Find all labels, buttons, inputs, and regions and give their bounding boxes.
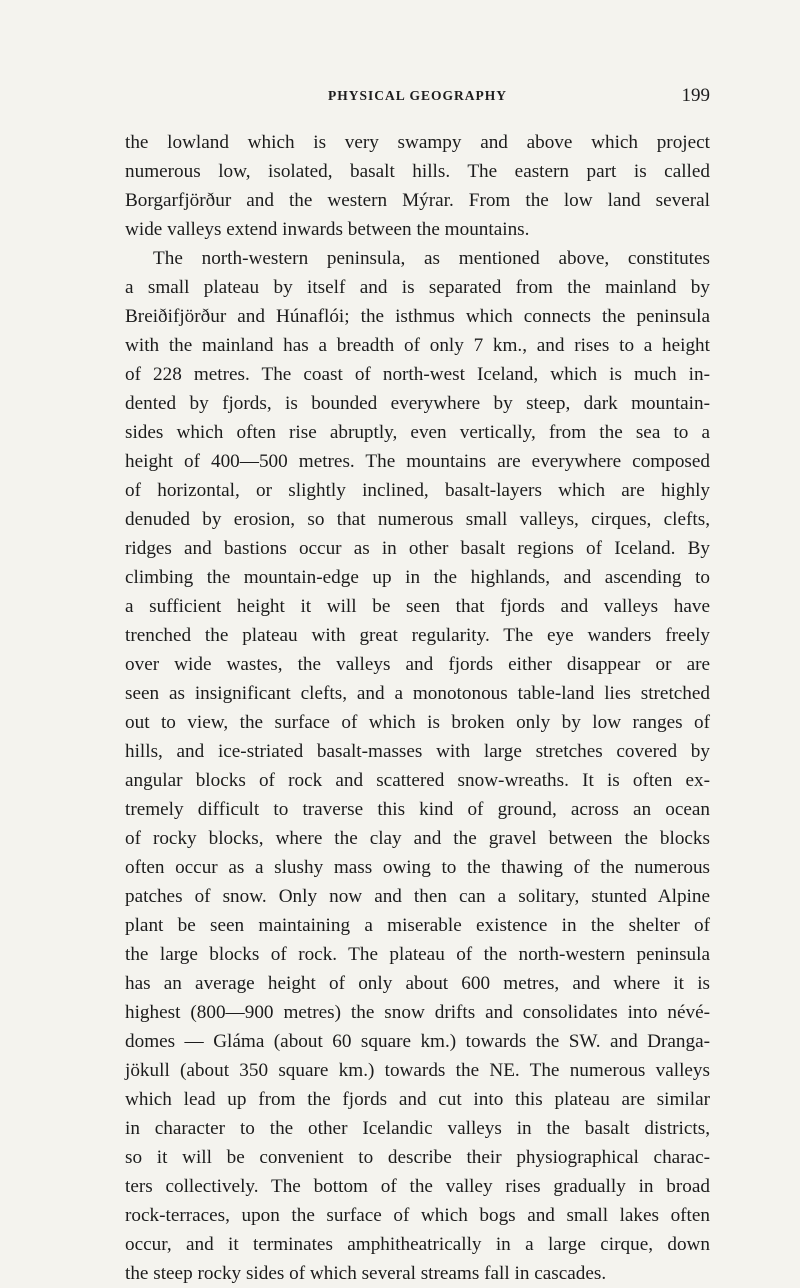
text-line: ters collectively. The bottom of the valley rises gradually in broad bbox=[125, 1176, 710, 1197]
text-line: which lead up from the fjords and cut into this plateau are similar bbox=[125, 1089, 710, 1110]
text-line: trenched the plateau with great regularity. The eye wanders freely bbox=[125, 625, 710, 646]
text-line: the lowland which is very swampy and above which project bbox=[125, 132, 710, 153]
text-line: jökull (about 350 square km.) towards the NE. The numerous valleys bbox=[125, 1060, 710, 1081]
text-line: has an average height of only about 600 metres, and where it is bbox=[125, 973, 710, 994]
text-line: the steep rocky sides of which several streams fall in cascades. bbox=[125, 1263, 607, 1284]
text-line: tremely difficult to traverse this kind of ground, across an ocean bbox=[125, 799, 710, 820]
text-line: Breiðifjörður and Húnaflói; the isthmus which connects the peninsula bbox=[125, 306, 710, 327]
running-head bbox=[125, 85, 710, 112]
text-line: seen as insignificant clefts, and a monotonous table-land lies stretched bbox=[125, 683, 710, 704]
text-line: numerous low, isolated, basalt hills. The eastern part is called bbox=[125, 161, 710, 182]
text-line: The north-western peninsula, as mentioned above, constitutes bbox=[153, 248, 710, 269]
text-line: angular blocks of rock and scattered snow-wreaths. It is often ex- bbox=[125, 770, 710, 791]
text-line: often occur as a slushy mass owing to the thawing of the numerous bbox=[125, 857, 710, 878]
body-text bbox=[125, 128, 710, 1288]
text-line: climbing the mountain-edge up in the highlands, and ascending to bbox=[125, 567, 710, 588]
text-line: of rocky blocks, where the clay and the gravel between the blocks bbox=[125, 828, 710, 849]
text-line: of horizontal, or slightly inclined, basalt-layers which are highly bbox=[125, 480, 710, 501]
text-line: out to view, the surface of which is broken only by low ranges of bbox=[125, 712, 710, 733]
text-line: denuded by erosion, so that numerous small valleys, cirques, clefts, bbox=[125, 509, 710, 530]
text-line: wide valleys extend inwards between the mountains. bbox=[125, 219, 530, 240]
text-line: a small plateau by itself and is separated from the mainland by bbox=[125, 277, 710, 298]
text-line: hills, and ice-striated basalt-masses with large stretches covered by bbox=[125, 741, 710, 762]
text-line: highest (800—900 metres) the snow drifts and consolidates into névé- bbox=[125, 1002, 710, 1023]
text-line: in character to the other Icelandic valleys in the basalt districts, bbox=[125, 1118, 710, 1139]
text-line: over wide wastes, the valleys and fjords either disappear or are bbox=[125, 654, 710, 675]
text-line: with the mainland has a breadth of only 7 km., and rises to a height bbox=[125, 335, 710, 356]
text-line: Borgarfjörður and the western Mýrar. From the low land several bbox=[125, 190, 710, 211]
text-line: patches of snow. Only now and then can a solitary, stunted Alpine bbox=[125, 886, 710, 907]
text-line: of 228 metres. The coast of north-west Iceland, which is much in- bbox=[125, 364, 710, 385]
text-line: rock-terraces, upon the surface of which bogs and small lakes often bbox=[125, 1205, 710, 1226]
page-number: 199 bbox=[681, 85, 710, 106]
text-line: the large blocks of rock. The plateau of the north-western peninsula bbox=[125, 944, 710, 965]
text-line: ridges and bastions occur as in other basalt regions of Iceland. By bbox=[125, 538, 710, 559]
text-line: a sufficient height it will be seen that fjords and valleys have bbox=[125, 596, 710, 617]
text-line: height of 400—500 metres. The mountains are everywhere composed bbox=[125, 451, 710, 472]
text-line: sides which often rise abruptly, even vertically, from the sea to a bbox=[125, 422, 710, 443]
text-line: dented by fjords, is bounded everywhere by steep, dark mountain- bbox=[125, 393, 710, 414]
text-line: occur, and it terminates amphitheatrically in a large cirque, down bbox=[125, 1234, 710, 1255]
text-line: plant be seen maintaining a miserable existence in the shelter of bbox=[125, 915, 710, 936]
page-title: PHYSICAL GEOGRAPHY bbox=[328, 88, 507, 103]
text-line: domes — Gláma (about 60 square km.) towards the SW. and Dranga- bbox=[125, 1031, 710, 1052]
text-line: so it will be convenient to describe their physiographical charac- bbox=[125, 1147, 710, 1168]
